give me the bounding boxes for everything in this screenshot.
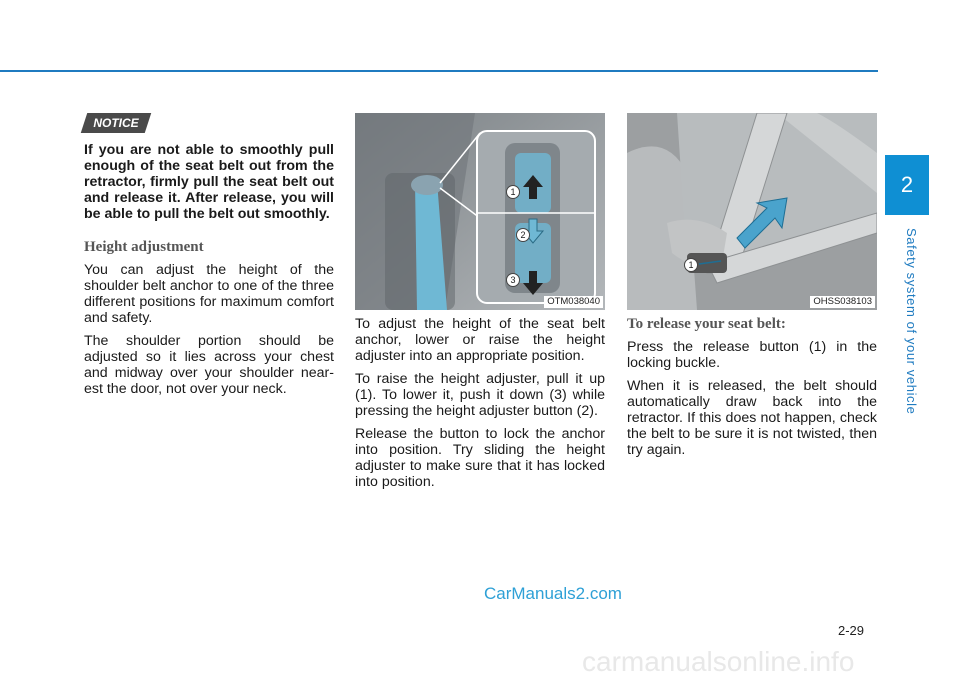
column-right [627,316,877,465]
notice-label: NOTICE [93,116,139,130]
figure-code: OTM038040 [544,296,603,308]
callout-2: 2 [516,228,530,242]
column-middle [355,316,605,497]
height-adjustment-heading: Height adjustment [84,239,204,255]
buckle-release-illustration [627,113,877,310]
height-adjustment-p1: You can adjust the height of the shoulder belt anchor to one of the three different positions for maximum comfort and safety. [84,262,334,326]
chapter-title: Safety system of your vehicle [904,228,919,415]
notice-badge [81,113,151,133]
callout-1: 1 [506,185,520,199]
chapter-number: 2 [900,172,914,197]
buckle-release-figure [627,113,877,310]
adjust-p3: Release the button to lock the anchor into position. Try sliding the height adjuster to make sure that it has locked into position. [355,426,605,490]
figure-code-2: OHSS038103 [810,296,875,308]
header-rule [0,70,878,72]
watermark-top[interactable]: CarManuals2.com [484,584,622,603]
watermark-bottom: carmanualsonline.info [582,646,855,677]
height-adjuster-figure [355,113,605,310]
callout-3: 3 [506,273,520,287]
adjust-p1: To adjust the height of the seat belt anchor, lower or raise the height adjuster into an appropriate position. [355,316,605,364]
page-number: 2-29 [838,623,865,638]
release-p2: When it is released, the belt should automatically draw back into the retractor. If this does not happen, check the belt to be sure it is not twisted, then try again. [627,378,877,458]
chapter-tab[interactable] [885,155,929,215]
column-left [84,142,334,404]
adjust-p2: To raise the height adjuster, pull it up (1). To lower it, push it down (3) while pressing the height adjuster button (2). [355,371,605,419]
height-adjuster-illustration [355,113,605,310]
height-adjustment-p2: The shoulder portion should be adjusted so it lies across your chest and midway over your shoulder near-est the door, not over your neck. [84,333,334,397]
release-p1: Press the release button (1) in the locking buckle. [627,339,877,371]
release-heading: To release your seat belt: [627,316,786,332]
chapter-title-vertical [882,228,932,415]
callout-release-1: 1 [684,258,698,272]
notice-text: If you are not able to smoothly pull enough of the seat belt out from the retractor, firmly pull the seat belt out and release it. After release, you will be able to pull the belt out smoothly. [84,142,334,222]
